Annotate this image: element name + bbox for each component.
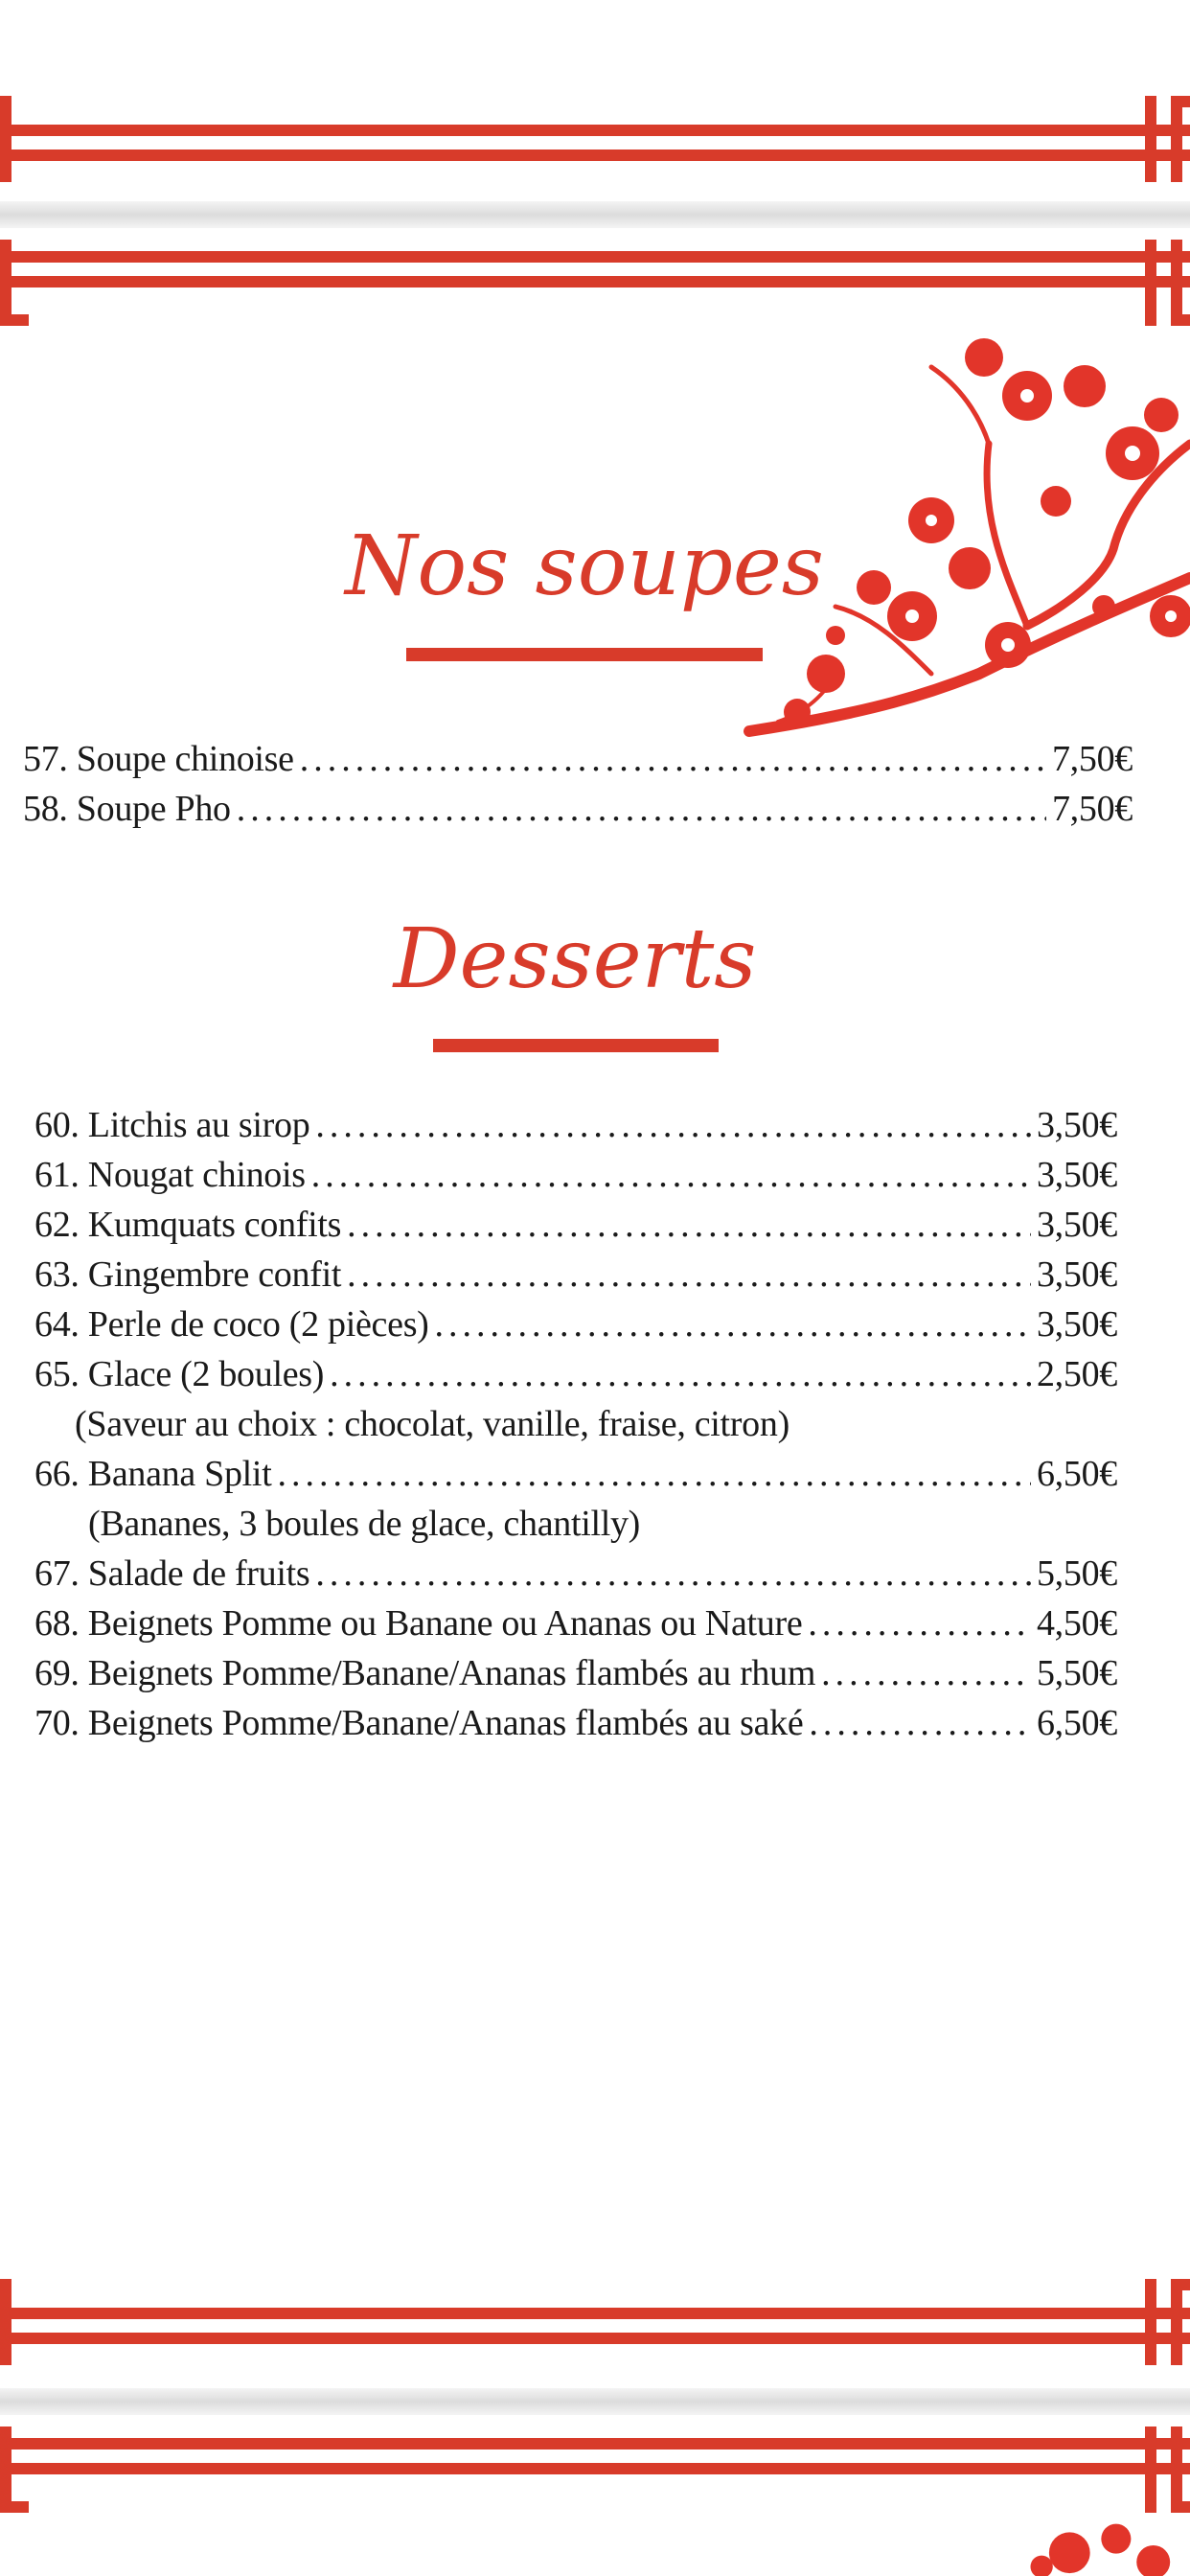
menu-item <box>34 1250 1117 1300</box>
dot-leader <box>347 1250 1031 1300</box>
dot-leader <box>300 734 1046 784</box>
menu-item <box>34 1549 1117 1598</box>
menu-item <box>34 1598 1117 1648</box>
item-name: 62. Kumquats confits <box>34 1205 342 1245</box>
menu-item <box>34 1300 1117 1349</box>
cherry-blossom-icon <box>968 2511 1190 2576</box>
dot-leader <box>315 1100 1031 1150</box>
fret-border-top <box>0 240 1190 326</box>
dot-leader <box>315 1549 1031 1598</box>
menu-item <box>34 1449 1117 1499</box>
item-name: 68. Beignets Pomme ou Banane ou Ananas ou Nature <box>34 1603 803 1644</box>
item-price: 6,50€ <box>1036 1703 1117 1743</box>
menu-item <box>34 1698 1117 1748</box>
dot-leader <box>311 1150 1031 1200</box>
item-price: 7,50€ <box>1051 789 1133 829</box>
menu-item <box>34 1200 1117 1250</box>
item-price: 7,50€ <box>1051 739 1133 779</box>
item-name: 64. Perle de coco (2 pièces) <box>34 1304 429 1345</box>
desserts-title-underline <box>433 1039 719 1052</box>
desserts-title: Desserts <box>393 911 757 1007</box>
item-name: 63. Gingembre confit <box>34 1254 342 1295</box>
item-price: 4,50€ <box>1036 1603 1117 1644</box>
desserts-list <box>34 1100 1117 1748</box>
item-price: 5,50€ <box>1036 1653 1117 1693</box>
page-separator <box>0 2388 1190 2415</box>
item-price: 5,50€ <box>1036 1553 1117 1594</box>
soups-title-underline <box>406 648 763 661</box>
item-name: 65. Glace (2 boules) <box>34 1354 325 1394</box>
item-price: 2,50€ <box>1036 1354 1117 1394</box>
fret-border-bottom <box>0 2279 1190 2365</box>
item-price: 3,50€ <box>1036 1205 1117 1245</box>
dot-leader <box>435 1300 1031 1349</box>
menu-item <box>34 1648 1117 1698</box>
item-name: 58. Soupe Pho <box>23 789 231 829</box>
dot-leader <box>277 1449 1031 1499</box>
dot-leader <box>347 1200 1031 1250</box>
menu-item <box>23 734 1133 784</box>
soups-title: Nos soupes <box>345 518 824 614</box>
item-name: 67. Salade de fruits <box>34 1553 310 1594</box>
item-price: 6,50€ <box>1036 1454 1117 1494</box>
menu-item <box>23 784 1133 834</box>
menu-item <box>34 1150 1117 1200</box>
item-price: 3,50€ <box>1036 1304 1117 1345</box>
dot-leader <box>237 784 1046 834</box>
fret-border-top <box>0 2426 1190 2513</box>
next-page-top <box>0 2415 1190 2576</box>
item-price: 3,50€ <box>1036 1155 1117 1195</box>
fret-border-bottom <box>0 96 1190 182</box>
item-name: 66. Banana Split <box>34 1454 272 1494</box>
item-price: 3,50€ <box>1036 1105 1117 1145</box>
menu-item <box>34 1349 1117 1399</box>
item-name: 61. Nougat chinois <box>34 1155 306 1195</box>
menu-item <box>34 1100 1117 1150</box>
menu-page <box>0 228 1190 2408</box>
item-note: (Saveur au choix : chocolat, vanille, fraise, citron) <box>75 1404 790 1444</box>
dot-leader <box>330 1349 1031 1399</box>
item-note: (Bananes, 3 boules de glace, chantilly) <box>88 1504 641 1544</box>
item-name: 57. Soupe chinoise <box>23 739 294 779</box>
dot-leader <box>808 1598 1031 1648</box>
item-name: 60. Litchis au sirop <box>34 1105 310 1145</box>
item-price: 3,50€ <box>1036 1254 1117 1295</box>
page-separator <box>0 201 1190 228</box>
previous-page-bottom <box>0 0 1190 201</box>
soups-list <box>23 734 1133 834</box>
item-name: 70. Beignets Pomme/Banane/Ananas flambés au saké <box>34 1703 804 1743</box>
dot-leader <box>821 1648 1031 1698</box>
item-name: 69. Beignets Pomme/Banane/Ananas flambés au rhum <box>34 1653 816 1693</box>
dot-leader <box>809 1698 1031 1748</box>
